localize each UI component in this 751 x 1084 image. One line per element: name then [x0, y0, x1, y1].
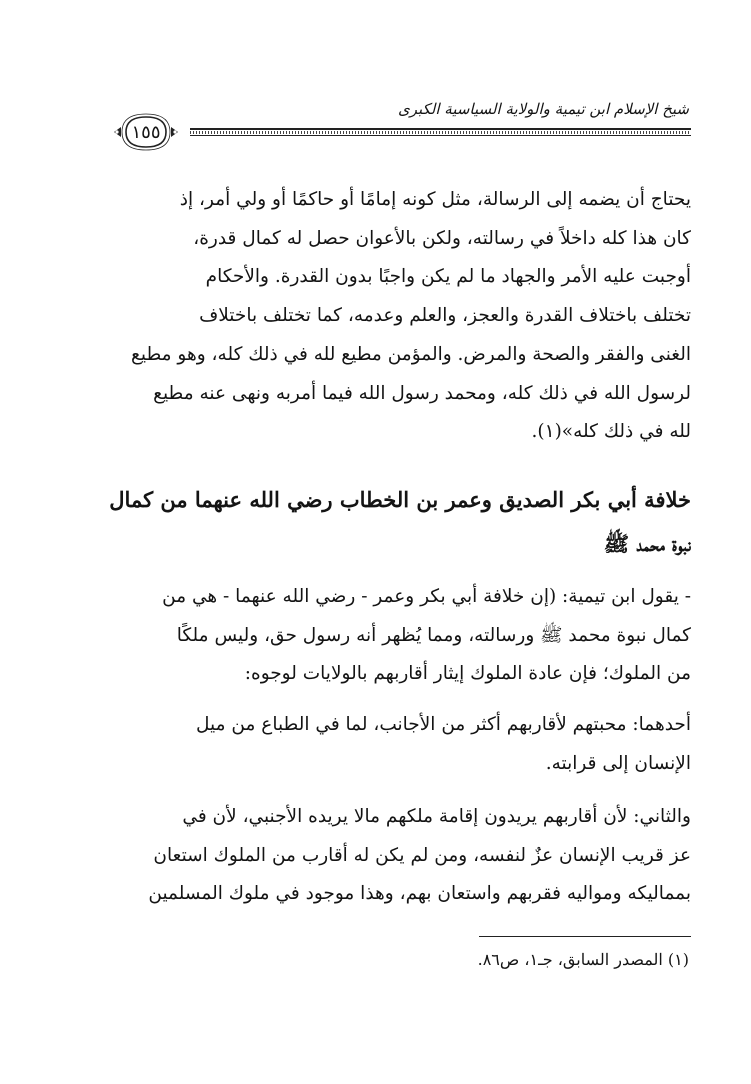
text-line: الغنى والفقر والصحة والمرض. والمؤمن مطيع لله في ذلك كله، وهو مطيع: [131, 343, 691, 365]
heading-line: نبوة محمد ﷺ: [603, 531, 691, 556]
heading-line: خلافة أبي بكر الصديق وعمر بن الخطاب رضي الله عنهما من كمال: [109, 487, 691, 512]
text-line: كان هذا كله داخلاً في رسالته، ولكن بالأعوان حصل له كمال قدرة،: [193, 227, 691, 249]
text-line: بمماليكه ومواليه فقربهم واستعان بهم، وهذا موجود في ملوك المسلمين: [148, 883, 691, 904]
paragraph-4: [104, 798, 691, 914]
text-line: أحدهما: محبتهم لأقاربهم أكثر من الأجانب، لما في الطباع من ميل: [196, 714, 691, 735]
text-line: تختلف باختلاف القدرة والعجز، والعلم وعدمه، كما تختلف باختلاف: [199, 305, 691, 327]
text-line: - يقول ابن تيمية: (إن خلافة أبي بكر وعمر - رضي الله عنهما - هي من: [162, 586, 691, 607]
running-title: شيخ الإسلام ابن تيمية والولاية السياسية الكبرى: [397, 100, 689, 118]
section-heading: [104, 478, 691, 566]
text-line: من الملوك؛ فإن عادة الملوك إيثار أقاربهم بالولايات لوجوه:: [244, 663, 691, 684]
text-line: أوجبت عليه الأمر والجهاد ما لم يكن واجبًا بدون القدرة. والأحكام: [205, 266, 691, 288]
text-line: لله في ذلك كله»(١).: [531, 421, 691, 443]
paragraph-2: [104, 578, 691, 694]
text-line: كمال نبوة محمد ﷺ ورسالته، ومما يُظهر أنه رسول حق، وليس ملكًا: [176, 624, 691, 646]
page-number: ١٥٥: [131, 121, 161, 143]
text-line: والثاني: لأن أقاربهم يريدون إقامة ملكهم مالا يريده الأجنبي، لأن في: [182, 806, 691, 827]
text-line: لرسول الله في ذلك كله، ومحمد رسول الله فيما أمربه ونهى عنه مطيع: [153, 382, 691, 404]
header-rule: [190, 128, 691, 136]
text-line: الإنسان إلى قرابته.: [545, 752, 691, 774]
paragraph-1: [104, 181, 691, 452]
text-line: عز قريب الإنسان عزٌ لنفسه، ومن لم يكن له أقارب من الملوك استعان: [153, 844, 691, 866]
footnote-rule: [479, 936, 691, 937]
text-line: يحتاج أن يضمه إلى الرسالة، مثل كونه إمامًا أو حاكمًا أو ولي أمر، إذ: [179, 189, 691, 210]
page-number-ornament: [112, 112, 180, 152]
footnote: (١) المصدر السابق، جـ١، ص٨٦.: [477, 950, 689, 969]
paragraph-3: [104, 706, 691, 783]
